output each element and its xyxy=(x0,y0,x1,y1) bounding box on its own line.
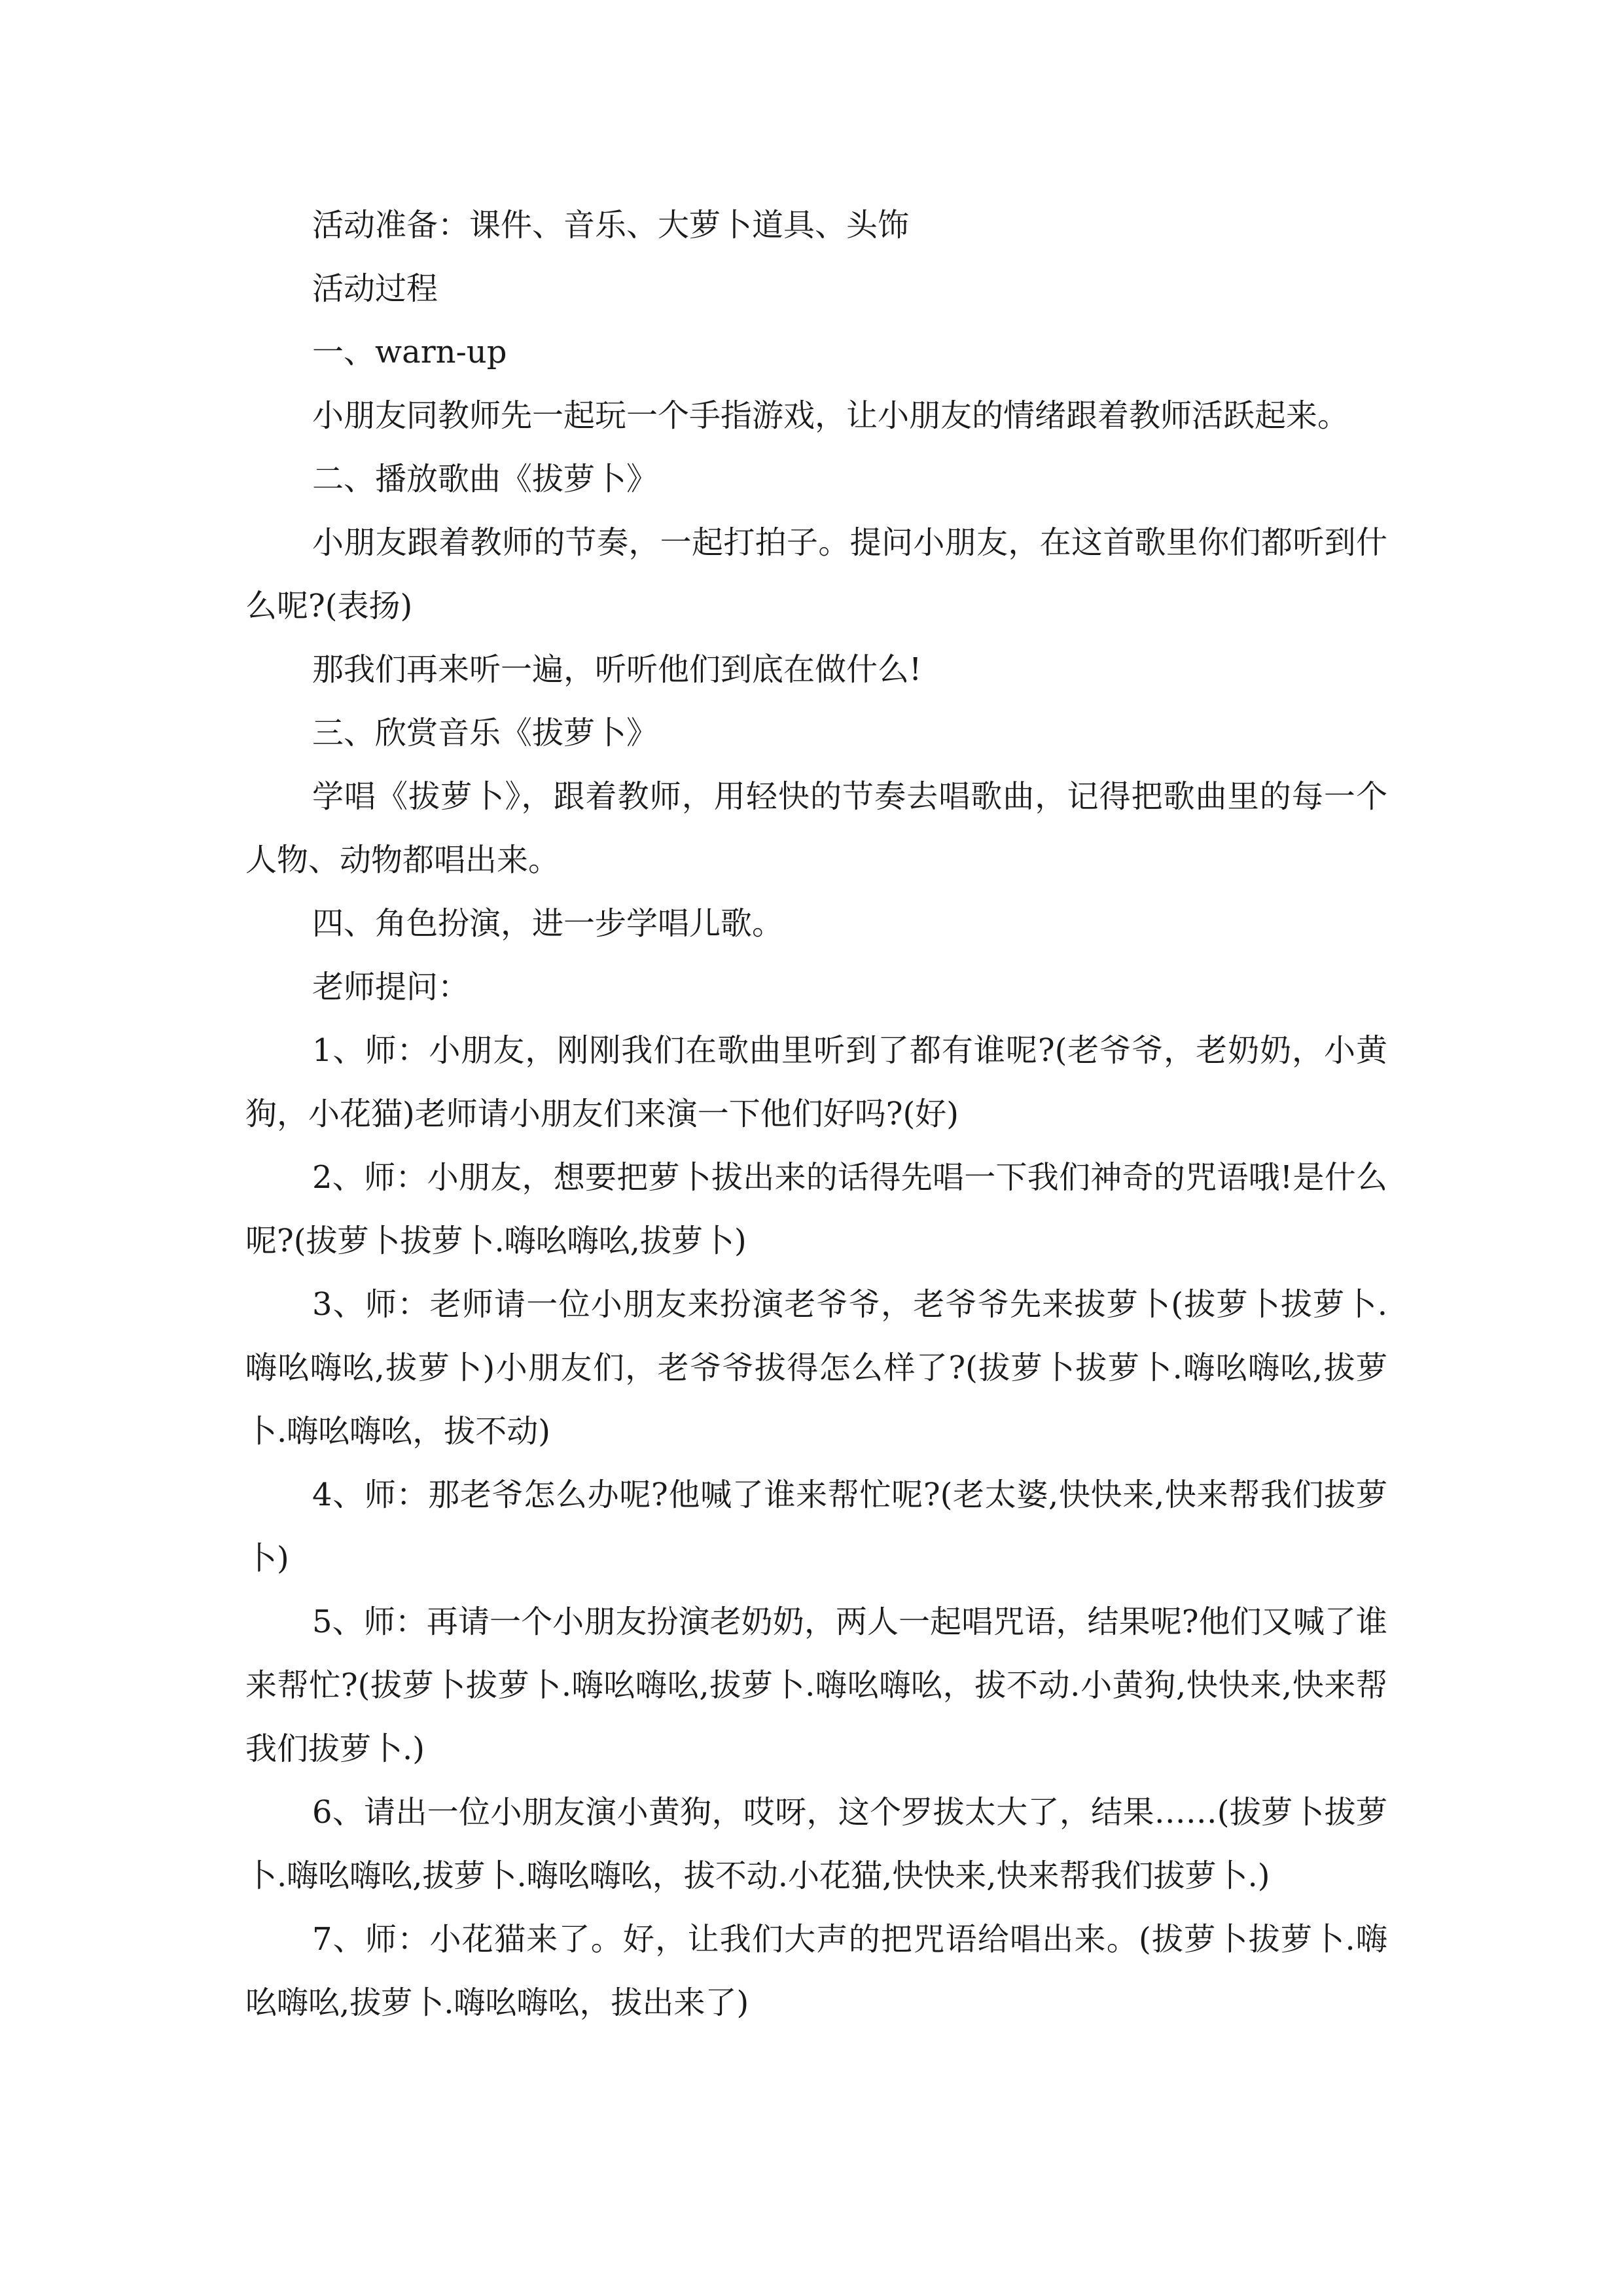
section-appreciate-music-heading: 三、欣赏音乐《拔萝卜》 xyxy=(312,715,658,751)
step-6-text: 6、请出一位小朋友演小黄狗，哎呀，这个罗拔太大了，结果……(拔萝卜拔萝卜.嗨吆嗨吆,拔萝卜.嗨吆嗨吆，拔不动.小花猫,快快来,快来帮我们拔萝卜.) xyxy=(245,1794,1387,1894)
warm-up-description: 小朋友同教师先一起玩一个手指游戏，让小朋友的情绪跟着教师活跃起来。 xyxy=(312,397,1349,434)
learn-song-description: 学唱《拔萝卜》，跟着教师，用轻快的节奏去唱歌曲，记得把歌曲里的每一个人物、动物都唱出来。 xyxy=(245,778,1387,878)
section-warm-up-heading: 一、warn-up xyxy=(312,334,507,370)
step-2-text: 2、师：小朋友，想要把萝卜拔出来的话得先唱一下我们神奇的咒语哦!是什么呢?(拔萝卜拔萝卜.嗨吆嗨吆,拔萝卜) xyxy=(245,1159,1387,1259)
activity-process-heading: 活动过程 xyxy=(312,270,438,307)
document-body xyxy=(245,194,1387,2035)
step-5-text: 5、师：再请一个小朋友扮演老奶奶，两人一起唱咒语，结果呢?他们又喊了谁来帮忙?(拔萝卜拔萝卜.嗨吆嗨吆,拔萝卜.嗨吆嗨吆，拔不动.小黄狗,快快来,快来帮我们拔萝卜.) xyxy=(245,1604,1387,1767)
teacher-questions-label: 老师提问： xyxy=(312,969,470,1005)
section-play-song-heading: 二、播放歌曲《拔萝卜》 xyxy=(312,461,658,497)
play-song-description: 小朋友跟着教师的节奏，一起打拍子。提问小朋友，在这首歌里你们都听到什么呢?(表扬) xyxy=(245,524,1387,624)
step-7-text: 7、师：小花猫来了。好，让我们大声的把咒语给唱出来。(拔萝卜拔萝卜.嗨吆嗨吆,拔萝卜.嗨吆嗨吆，拔出来了) xyxy=(245,1921,1387,2021)
activity-preparation: 活动准备：课件、音乐、大萝卜道具、头饰 xyxy=(312,207,910,243)
step-1-text: 1、师：小朋友，刚刚我们在歌曲里听到了都有谁呢?(老爷爷，老奶奶，小黄狗，小花猫)老师请小朋友们来演一下他们好吗?(好) xyxy=(245,1032,1387,1132)
listen-again-text: 那我们再来听一遍，听听他们到底在做什么! xyxy=(312,651,922,688)
step-3-text: 3、师：老师请一位小朋友来扮演老爷爷，老爷爷先来拔萝卜(拔萝卜拔萝卜.嗨吆嗨吆,拔萝卜)小朋友们，老爷爷拔得怎么样了?(拔萝卜拔萝卜.嗨吆嗨吆,拔萝卜.嗨吆嗨吆，拔不动) xyxy=(245,1286,1387,1450)
step-4-text: 4、师：那老爷怎么办呢?他喊了谁来帮忙呢?(老太婆,快快来,快来帮我们拔萝卜) xyxy=(245,1477,1387,1577)
section-role-play-heading: 四、角色扮演，进一步学唱儿歌。 xyxy=(312,905,784,942)
